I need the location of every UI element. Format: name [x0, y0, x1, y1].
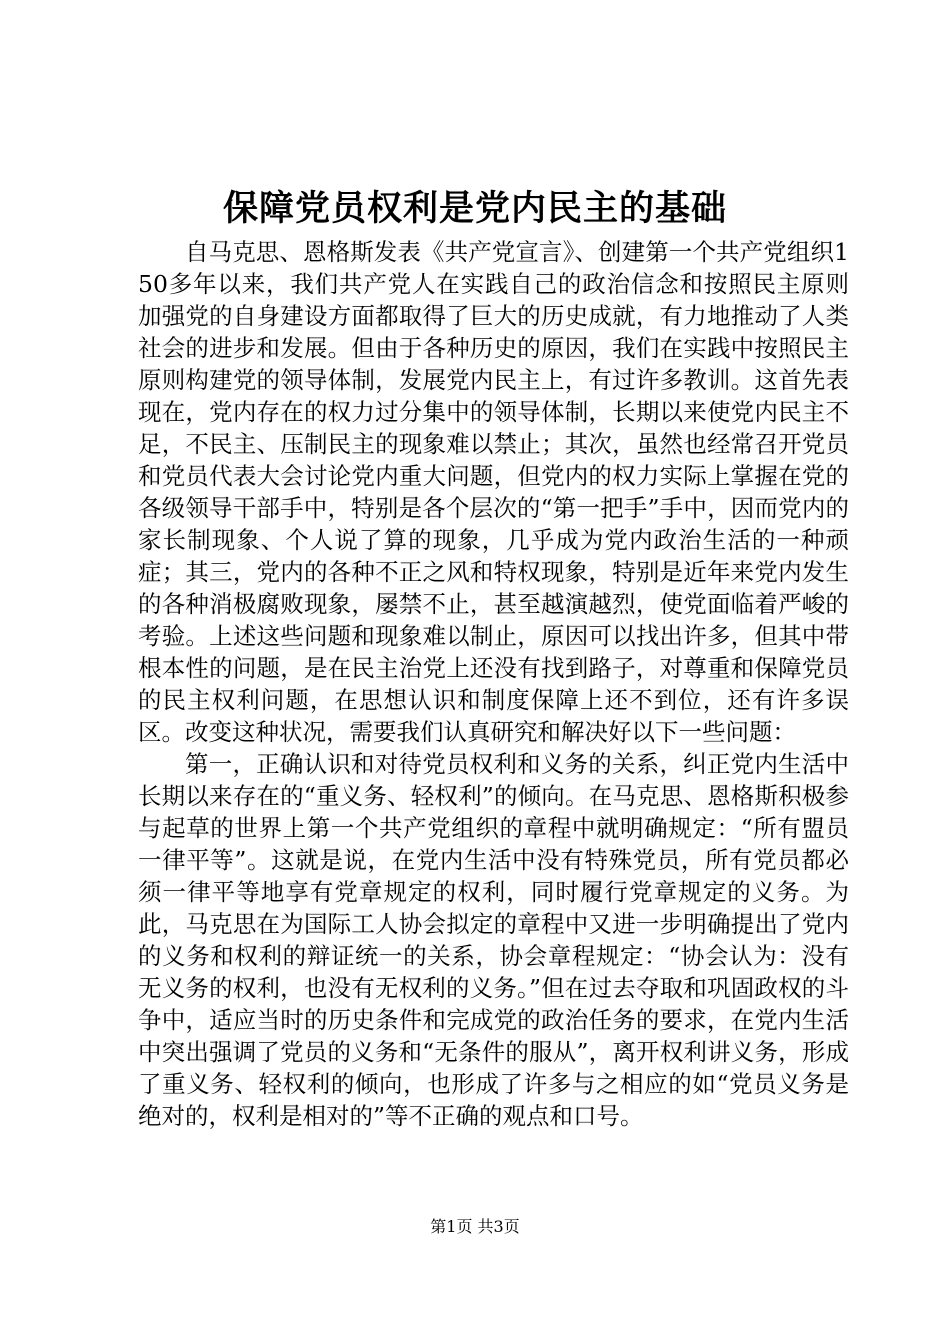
paragraph-2: 第一，正确认识和对待党员权利和义务的关系，纠正党内生活中长期以来存在的“重义务、轻权利”的倾向。在马克思、恩格斯积极参与起草的世界上第一个共产党组织的章程中就明确规定：“所有盟员一律平等”。这就是说，在党内生活中没有特殊党员，所有党员都必须一律平等地享有党章规定的权利，同时履行党章规定的义务。为此，马克思在为国际工人协会拟定的章程中又进一步明确提出了党内的义务和权利的辩证统一的关系，协会章程规定：“协会认为：没有无义务的权利，也没有无权利的义务。”但在过去夺取和巩固政权的斗争中，适应当时的历史条件和完成党的政治任务的要求，在党内生活中突出强调了党员的义务和“无条件的服从”，离开权利讲义务，形成了重义务、轻权利的倾向，也形成了许多与之相应的如“党员义务是绝对的，权利是相对的”等不正确的观点和口号。 — [138, 750, 849, 1130]
page-footer: 第1页 共3页 — [430, 1217, 520, 1236]
document-title: 保障党员权利是党内民主的基础 — [222, 188, 727, 229]
paragraph-1: 自马克思、恩格斯发表《共产党宣言》、创建第一个共产党组织150多年以来，我们共产党人在实践自己的政治信念和按照民主原则加强党的自身建设方面都取得了巨大的历史成就，有力地推动了人类社会的进步和发展。但由于各种历史的原因，我们在实践中按照民主原则构建党的领导体制，发展党内民主上，有过许多教训。这首先表现在，党内存在的权力过分集中的领导体制，长期以来使党内民主不足，不民主、压制民主的现象难以禁止；其次，虽然也经常召开党员和党员代表大会讨论党内重大问题，但党内的权力实际上掌握在党的各级领导干部手中，特别是各个层次的“第一把手”手中，因而党内的家长制现象、个人说了算的现象，几乎成为党内政治生活的一种顽症；其三，党内的各种不正之风和特权现象，特别是近年来党内发生的各种消极腐败现象，屡禁不止，甚至越演越烈，使党面临着严峻的考验。上述这些问题和现象难以制止，原因可以找出许多，但其中带根本性的问题，是在民主治党上还没有找到路子，对尊重和保障党员的民主权利问题，在思想认识和制度保障上还不到位，还有许多误区。改变这种状况，需要我们认真研究和解决好以下一些问题： — [138, 238, 849, 746]
document-body — [138, 236, 849, 1132]
